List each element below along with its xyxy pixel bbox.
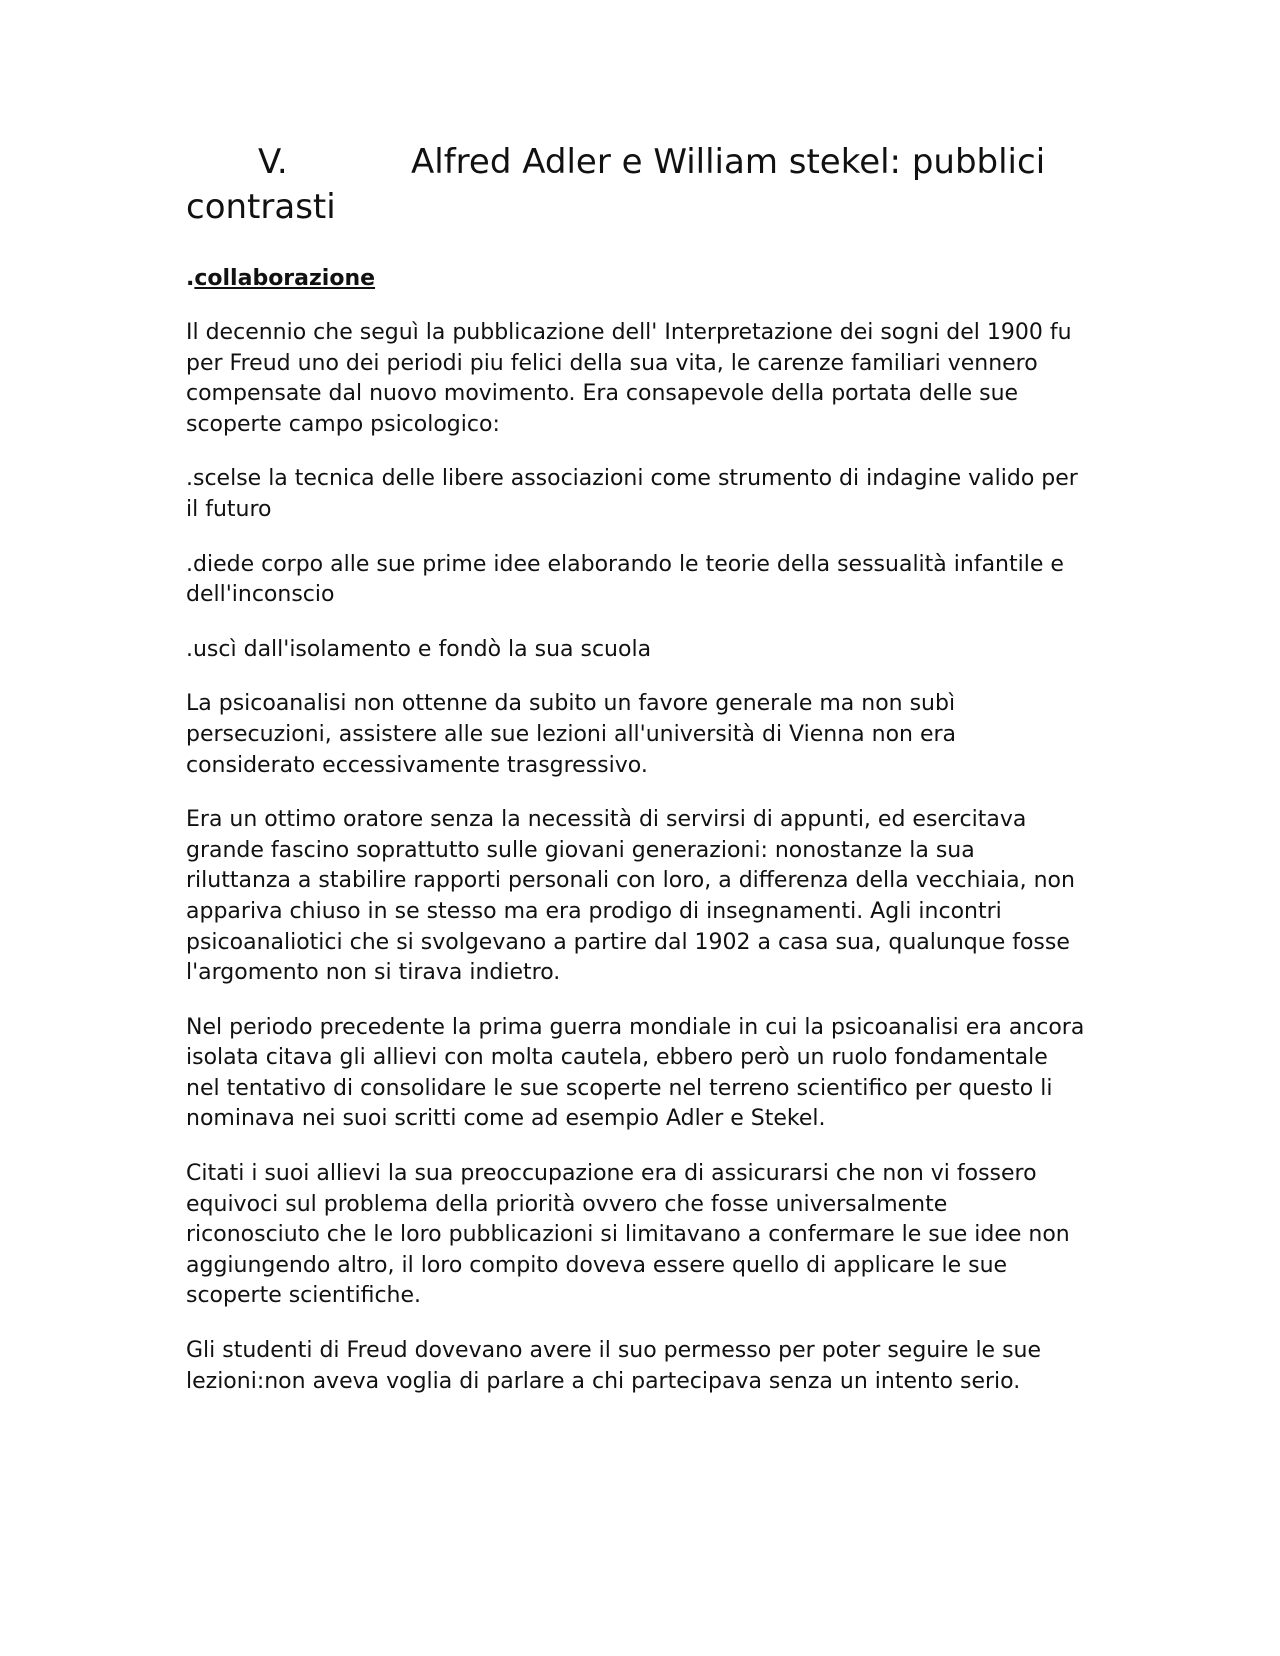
section-label: collaborazione xyxy=(194,266,376,291)
list-item-theories: .diede corpo alle sue prime idee elaborando le teorie della sessualità infantile e dell'inconscio xyxy=(186,551,1064,608)
chapter-title-text: Alfred Adler e William stekel: pubblici contrasti xyxy=(186,142,1046,227)
chapter-title xyxy=(186,140,1086,230)
list-item-school: .uscì dall'isolamento e fondò la sua scuola xyxy=(186,636,652,662)
list-item-free-association: .scelse la tecnica delle libere associazioni come strumento di indagine valido per il futuro xyxy=(186,466,1078,522)
section-prefix: . xyxy=(186,266,195,291)
paragraph-1: Il decennio che seguì la pubblicazione dell' Interpretazione dei sogni del 1900 fu per Freud uno dei periodi piu felici della sua vita, le carenze familiari vennero compensate dal nuovo movimento. Era consapevole della portata delle sue scoperte campo psicologico: xyxy=(186,320,1072,437)
chapter-number: V. xyxy=(258,142,288,182)
paragraph-6: Gli studenti di Freud dovevano avere il suo permesso per poter seguire le sue lezioni:non aveva voglia di parlare a chi partecipava senza un intento serio. xyxy=(186,1338,1042,1394)
document-page xyxy=(186,140,1086,1397)
paragraph-3: Era un ottimo oratore senza la necessità di servirsi di appunti, ed esercitava grande fascino soprattutto sulle giovani generazioni: nonostanze la sua riluttanza a stabilire rapporti personali con loro, a differenza della vecchiaia, non appariva chiuso in se stesso ma era prodigo di insegnamenti. Agli incontri psicoanaliotici che si svolgevano a partire dal 1902 a casa sua, qualunque fosse l'argomento non si tirava indietro. xyxy=(186,807,1075,986)
section-heading xyxy=(186,264,1086,294)
paragraph-4: Nel periodo precedente la prima guerra mondiale in cui la psicoanalisi era ancora isolata citava gli allievi con molta cautela, ebbero però un ruolo fondamentale nel tentativo di consolidare le sue scoperte nel terreno scientifico per questo li nominava nei suoi scritti come ad esempio Adler e Stekel. xyxy=(186,1014,1085,1132)
paragraph-5: Citati i suoi allievi la sua preoccupazione era di assicurarsi che non vi fossero equivoci sul problema della priorità ovvero che fosse universalmente riconosciuto che le loro pubblicazioni si limitavano a confermare le sue idee non aggiungendo altro, il loro compito doveva essere quello di applicare le sue scoperte scientifiche. xyxy=(186,1161,1070,1309)
paragraph-2: La psicoanalisi non ottenne da subito un favore generale ma non subì persecuzioni, assistere alle sue lezioni all'università di Vienna non era considerato eccessivamente trasgressivo. xyxy=(186,691,957,778)
